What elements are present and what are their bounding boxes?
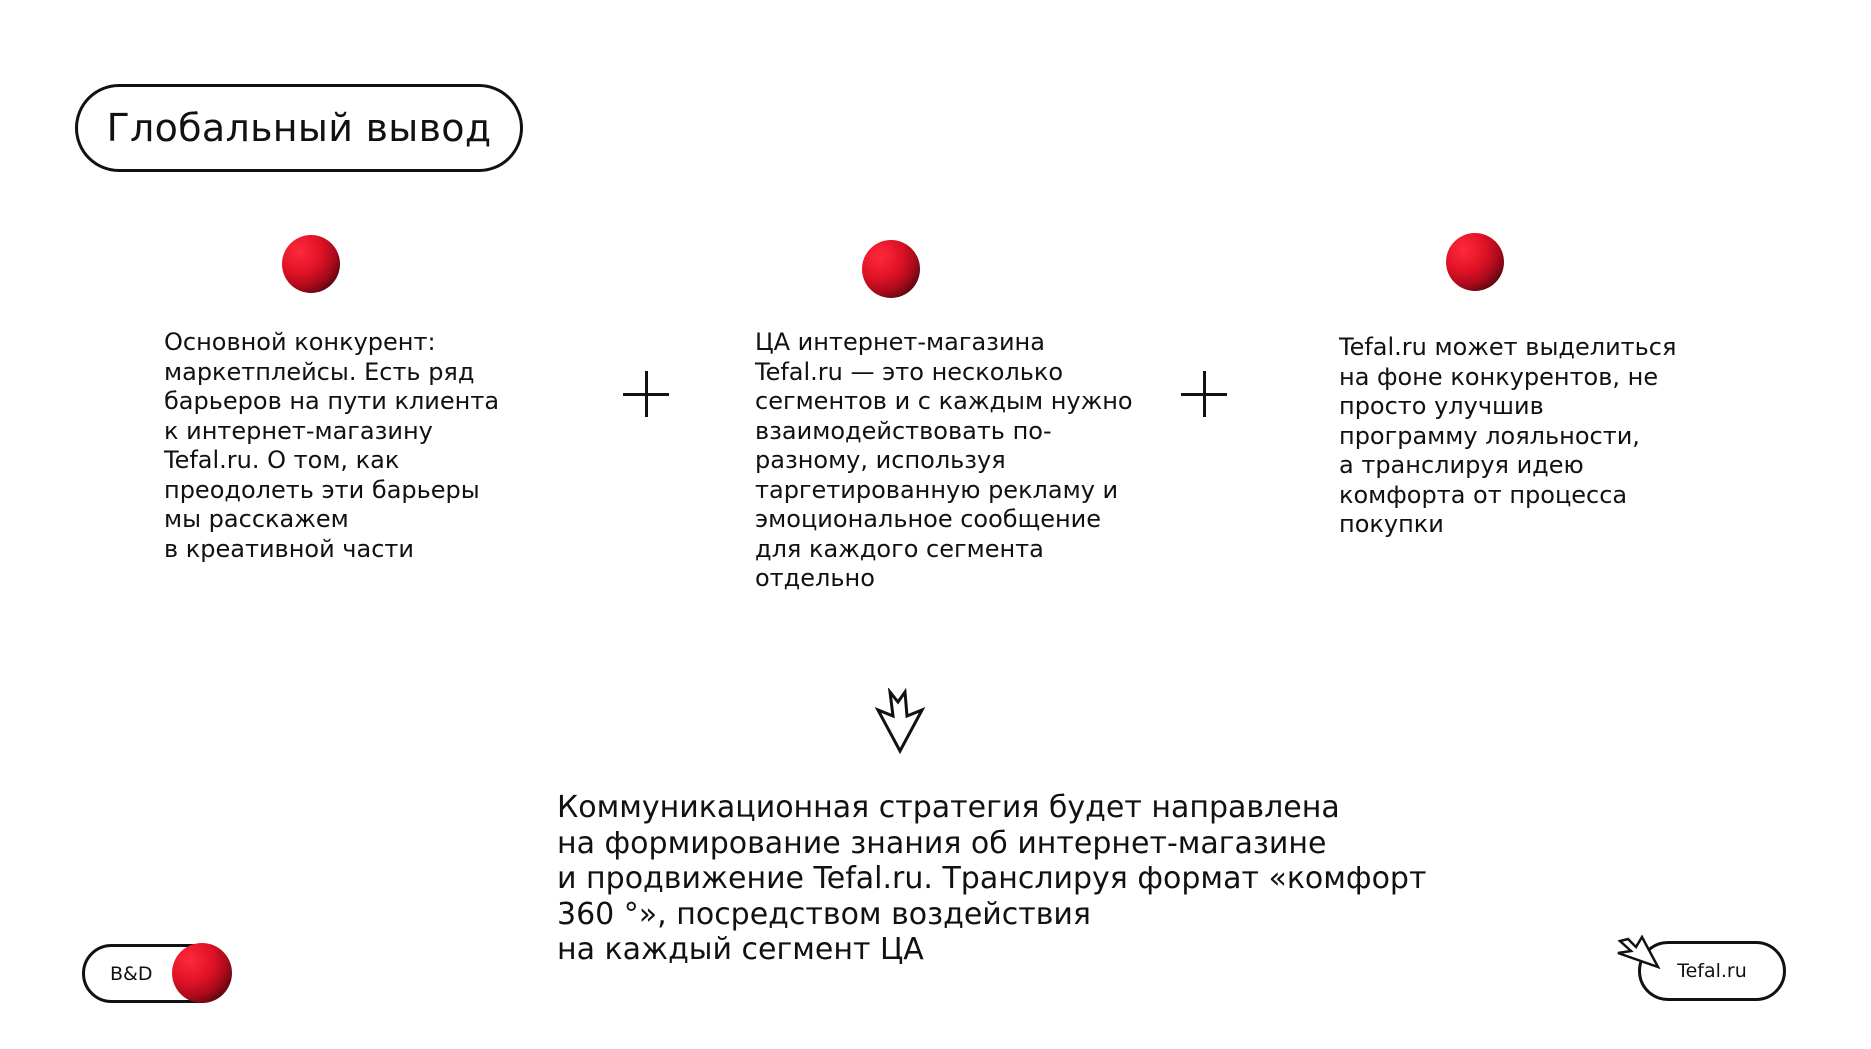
arrow-down-cursor-icon [875, 688, 925, 754]
cursor-icon [1614, 931, 1664, 971]
column-text-competitor: Основной конкурент: маркетплейсы. Есть ряд барьеров на пути клиента к интернет-магазину Tefal.ru. О том, как преодолеть эти барьеры мы расскажем в креативной части [164, 328, 500, 563]
red-sphere-icon [1446, 233, 1504, 291]
column-text-differentiation: Tefal.ru может выделиться на фоне конкурентов, не просто улучшив программу лояльности, а транслируя идею комфорта от процесса покупки [1339, 333, 1677, 538]
red-sphere-icon [862, 240, 920, 298]
red-sphere-icon [172, 943, 232, 1003]
site-link-button[interactable]: Tefal.ru [1638, 941, 1786, 1001]
plus-icon [623, 371, 669, 417]
column-text-audience: ЦА интернет-магазина Tefal.ru — это несколько сегментов и с каждым нужно взаимодействовать по- разному, используя таргетированную рекламу и эмоциональное сообщение для каждого сегмента отдельно [755, 328, 1133, 592]
red-sphere-icon [282, 235, 340, 293]
conclusion-text: Коммуникационная стратегия будет направлена на формирование знания об интернет-магазине и продвижение Tefal.ru. Транслируя формат «комфорт 360 °», посредством воздействия на каждый сегмент ЦА [557, 790, 1427, 967]
page-title: Глобальный вывод [75, 84, 523, 172]
plus-icon [1181, 371, 1227, 417]
brand-label: B&D [110, 962, 153, 985]
